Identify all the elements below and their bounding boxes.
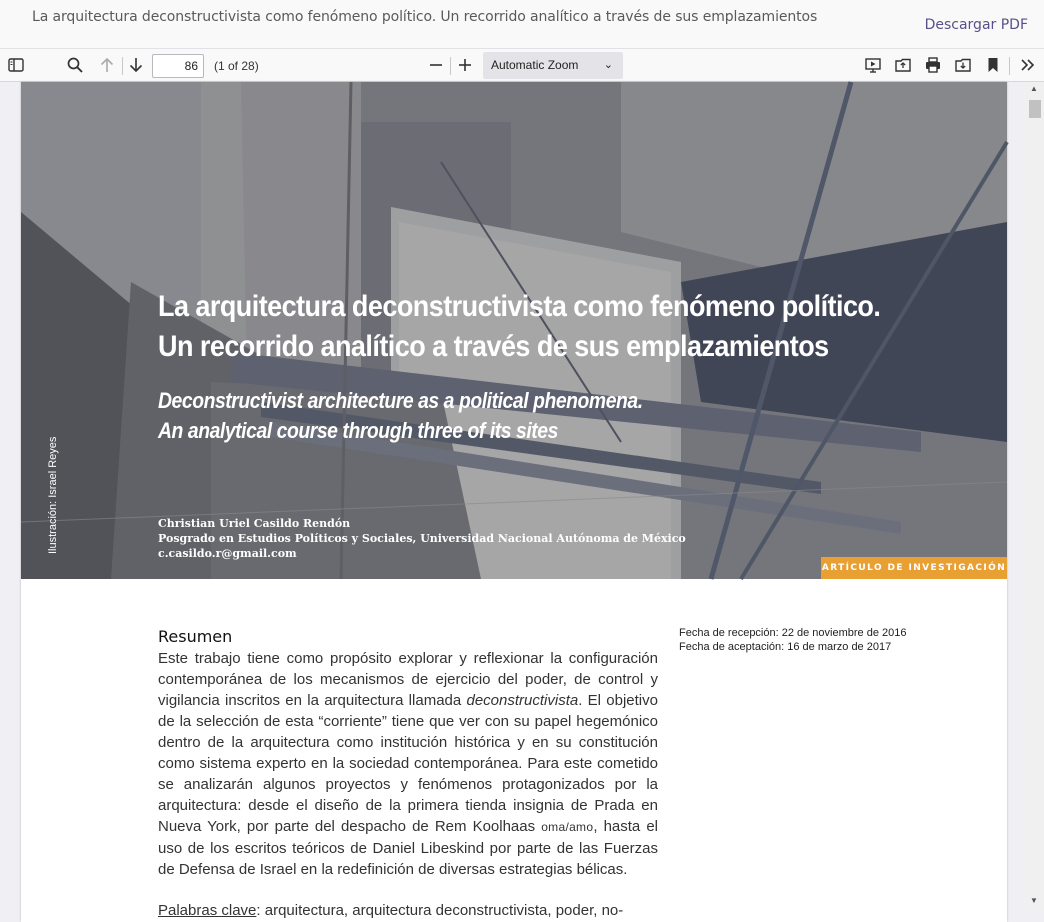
article-title-line: La arquitectura deconstructivista como fenómeno político. bbox=[158, 290, 881, 323]
document-viewer[interactable] bbox=[0, 82, 1044, 919]
article-subtitle-line: An analytical course through three of its sites bbox=[158, 418, 558, 443]
abstract-text-segment: , hasta el uso de los escritos teóricos de Daniel Libeskind por parte de las Fuerzas de Defensa de Israel en la redefinición de diversas estrategias bélicas. bbox=[158, 818, 659, 878]
zoom-out-icon[interactable] bbox=[424, 53, 448, 77]
bookmark-icon[interactable] bbox=[981, 53, 1005, 77]
abstract-text-smallcaps: oma/amo bbox=[541, 820, 594, 834]
abstract-text bbox=[158, 648, 658, 880]
illustration-credit: Ilustración: Israel Reyes bbox=[47, 436, 59, 554]
toolbar-separator bbox=[450, 57, 451, 75]
toolbar-separator bbox=[1009, 57, 1010, 75]
print-icon[interactable] bbox=[921, 53, 945, 77]
article-title bbox=[158, 287, 880, 367]
presentation-mode-icon[interactable] bbox=[861, 53, 885, 77]
save-download-icon[interactable] bbox=[951, 53, 975, 77]
abstract-text-italic: deconstructivista bbox=[466, 692, 579, 709]
author-name: Christian Uriel Casildo Rendón bbox=[158, 517, 351, 530]
zoom-in-icon[interactable] bbox=[453, 53, 477, 77]
vertical-scrollbar[interactable] bbox=[1026, 82, 1044, 910]
abstract-text-segment: Este trabajo tiene como propósito explorar y reflexionar la configuración contemporánea de los mecanismos de ejercicio del poder, de control y vigilancia inscritos en la arquitectura llamada bbox=[158, 650, 658, 709]
sidebar-toggle-icon[interactable] bbox=[4, 53, 28, 77]
author-block bbox=[158, 516, 686, 561]
section-tag: ARTÍCULO DE INVESTIGACIÓN bbox=[821, 557, 1007, 579]
author-email: c.casildo.r@gmail.com bbox=[158, 547, 297, 560]
tools-menu-icon[interactable] bbox=[1016, 53, 1040, 77]
document-title: La arquitectura deconstructivista como fenómeno político. Un recorrido analítico a través de sus emplazamientos bbox=[32, 9, 818, 25]
keywords-text: : arquitectura, arquitectura deconstructivista, poder, no- bbox=[256, 902, 624, 919]
cover-illustration bbox=[21, 82, 1007, 579]
scrollbar-thumb[interactable] bbox=[1029, 100, 1041, 118]
article-title-line: Un recorrido analítico a través de sus emplazamientos bbox=[158, 330, 829, 363]
open-file-icon[interactable] bbox=[891, 53, 915, 77]
reception-date: Fecha de recepción: 22 de noviembre de 2016 bbox=[679, 627, 907, 639]
author-affiliation: Posgrado en Estudios Políticos y Sociales, Universidad Nacional Autónoma de México bbox=[158, 532, 686, 545]
page-count: (1 of 28) bbox=[214, 59, 259, 73]
previous-page-icon[interactable] bbox=[95, 53, 119, 77]
acceptance-date: Fecha de aceptación: 16 de marzo de 2017 bbox=[679, 641, 892, 653]
zoom-select-value: Automatic Zoom bbox=[491, 58, 579, 72]
download-pdf-link[interactable]: Descargar PDF bbox=[924, 17, 1028, 33]
search-icon[interactable] bbox=[63, 53, 87, 77]
article-dates bbox=[679, 626, 907, 654]
document-header bbox=[0, 0, 1044, 49]
toolbar-separator bbox=[122, 57, 123, 75]
article-subtitle-line: Deconstructivist architecture as a political phenomena. bbox=[158, 388, 643, 413]
next-page-icon[interactable] bbox=[124, 53, 148, 77]
page-number-input[interactable] bbox=[152, 54, 204, 78]
article-subtitle bbox=[158, 386, 643, 446]
keywords bbox=[158, 900, 658, 921]
chevron-down-icon: ⌄ bbox=[603, 59, 613, 71]
scroll-down-arrow-icon[interactable]: ▼ bbox=[1030, 896, 1038, 905]
abstract-text-segment: . El objetivo de la selección de esta “corriente” tiene que ver con su papel hegemónico dentro de la arquitectura como institución histórica y en su constitución como sistema experto en la sociedad contemporánea. Para este cometido se analizarán algunos proyectos y fenómenos protagonizados por la arquitectura: desde el diseño de la primera tienda insignia de Prada en Nueva York, por parte del despacho de Rem Koolhaas bbox=[158, 692, 658, 835]
scroll-up-arrow-icon[interactable]: ▲ bbox=[1030, 84, 1038, 93]
abstract-heading: Resumen bbox=[158, 627, 233, 646]
keywords-label: Palabras clave bbox=[158, 902, 257, 919]
pdf-page bbox=[21, 82, 1007, 922]
zoom-select[interactable] bbox=[483, 52, 623, 79]
